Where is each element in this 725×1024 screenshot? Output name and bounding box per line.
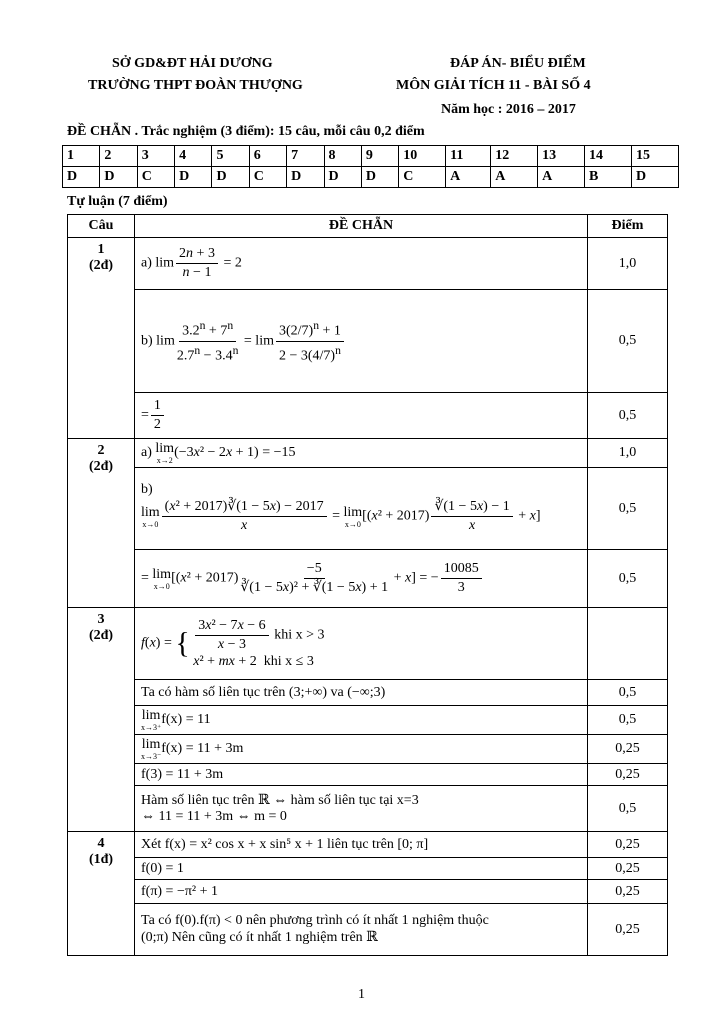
q4-row1: Xét f(x) = x² cos x + x sin⁵ x + 1 liên tục trên [0; π] — [135, 832, 588, 858]
answer-key-title: ĐÁP ÁN- BIỂU ĐIỂM — [450, 56, 586, 71]
q3-function: f(x) = { $\frac{\text{3x² − 7x − 6}}{x - 3}$ khi x > 3 x² + mx + 2 khi x ≤ 3 — [135, 608, 588, 680]
mcq-answer-5: D — [212, 167, 249, 188]
essay-title: Tự luận (7 điểm) — [67, 194, 168, 209]
col-question: Câu — [68, 215, 135, 238]
q1b-points: 0,5 — [588, 290, 668, 393]
q2c-content: = lim x→0 [(x² + 2017) $\frac{-5}{\text{∛(1 − 5x)² + ∛(1 − 5x) + 1}}$ + x] = − $\frac{10085}{3}$ — [135, 550, 588, 608]
q3-p3: 0,25 — [588, 735, 668, 764]
mcq-number-7: 7 — [287, 146, 324, 167]
q1a-content: a) lim $\frac{2n + 3}{n - 1}$ = 2 — [135, 238, 588, 290]
mcq-number-10: 10 — [399, 146, 446, 167]
q4-label: 4 (1đ) — [68, 832, 135, 956]
mcq-number-2: 2 — [100, 146, 137, 167]
col-content: ĐỀ CHẴN — [135, 215, 588, 238]
q4-p4: 0,25 — [588, 904, 668, 956]
mcq-answer-11: A — [446, 167, 491, 188]
page-number: 1 — [358, 987, 365, 1002]
mcq-number-5: 5 — [212, 146, 249, 167]
q4-p2: 0,25 — [588, 858, 668, 880]
mcq-number-3: 3 — [137, 146, 174, 167]
q3-row4: f(3) = 11 + 3m — [135, 764, 588, 786]
mcq-number-8: 8 — [324, 146, 361, 167]
q1c-points: 0,5 — [588, 393, 668, 439]
mcq-number-15: 15 — [631, 146, 678, 167]
q1c-content: = $\frac{1}{2}$ — [135, 393, 588, 439]
school-year: Năm học : 2016 – 2017 — [441, 102, 576, 117]
q3-p4: 0,25 — [588, 764, 668, 786]
q2b-content: b) lim x→0 $\frac{\text{(x² + 2017)∛(1 − 5x) − 2017}}{x}$ = lim x→0 [(x² + 2017) $\frac{∛(1 - 5x) - 1}{x}$ + x] — [135, 468, 588, 550]
q3-label: 3 (2đ) — [68, 608, 135, 832]
mcq-answer-9: D — [361, 167, 398, 188]
col-points: Điểm — [588, 215, 668, 238]
q2a-result: −15 — [273, 445, 296, 461]
mcq-answer-15: D — [631, 167, 678, 188]
q4-row4: Ta có f(0).f(π) < 0 nên phương trình có ít nhất 1 nghiệm thuộc (0;π) Nên cũng có ít nhất 1 nghiệm trên ℝ — [135, 904, 588, 956]
mcq-answer-10: C — [399, 167, 446, 188]
mcq-number-11: 11 — [446, 146, 491, 167]
mcq-answer-6: C — [249, 167, 286, 188]
q1-label: 1 (2đ) — [68, 238, 135, 439]
mcq-answer-table — [62, 145, 679, 188]
mcq-title: ĐỀ CHẴN . Trắc nghiệm (3 điểm): 15 câu, mỗi câu 0,2 điểm — [67, 124, 425, 139]
q2c-points: 0,5 — [588, 550, 668, 608]
school-dept: SỞ GD&ĐT HẢI DƯƠNG — [112, 56, 273, 71]
q3-row2: lim x→3⁺ f(x) = 11 — [135, 706, 588, 735]
q1a-points: 1,0 — [588, 238, 668, 290]
q4-row3: f(π) = −π² + 1 — [135, 880, 588, 904]
mcq-answer-4: D — [175, 167, 212, 188]
mcq-answer-13: A — [538, 167, 585, 188]
q4-p1: 0,25 — [588, 832, 668, 858]
mcq-number-1: 1 — [63, 146, 100, 167]
mcq-number-13: 13 — [538, 146, 585, 167]
mcq-number-14: 14 — [585, 146, 632, 167]
q3-row5: Hàm số liên tục trên ℝ ⇔ hàm số liên tục tại x=3 ⇔ 11 = 11 + 3m ⇔ m = 0 — [135, 786, 588, 832]
q2a-content: a) lim x→2 (−3x² − 2x + 1) = −15 — [135, 439, 588, 468]
essay-table — [67, 214, 668, 956]
mcq-answer-2: D — [100, 167, 137, 188]
mcq-number-12: 12 — [491, 146, 538, 167]
mcq-number-9: 9 — [361, 146, 398, 167]
mcq-answer-14: B — [585, 167, 632, 188]
school-name: TRƯỜNG THPT ĐOÀN THƯỢNG — [88, 78, 303, 93]
q3-row3: lim x→3⁻ f(x) = 11 + 3m — [135, 735, 588, 764]
q3-p2: 0,5 — [588, 706, 668, 735]
q1b-content: b) lim $\frac{3.2^n + 7^n}{2.7^n - 3.4^n}$ = lim $\frac{3(2/7)^n + 1}{2 - 3(4/7)^n}$ — [135, 290, 588, 393]
mcq-answer-7: D — [287, 167, 324, 188]
mcq-answer-12: A — [491, 167, 538, 188]
mcq-answer-3: C — [137, 167, 174, 188]
q2-label: 2 (2đ) — [68, 439, 135, 608]
q4-p3: 0,25 — [588, 880, 668, 904]
q2b-points: 0,5 — [588, 468, 668, 550]
mcq-number-6: 6 — [249, 146, 286, 167]
mcq-number-4: 4 — [175, 146, 212, 167]
subject-title: MÔN GIẢI TÍCH 11 - BÀI SỐ 4 — [396, 78, 591, 93]
q2-final: 10085 — [441, 560, 482, 579]
q3-p5: 0,5 — [588, 786, 668, 832]
q2a-points: 1,0 — [588, 439, 668, 468]
mcq-answer-1: D — [63, 167, 100, 188]
q3-row1: Ta có hàm số liên tục trên (3;+∞) va (−∞;3) — [135, 680, 588, 706]
mcq-answer-8: D — [324, 167, 361, 188]
q3-p1: 0,5 — [588, 680, 668, 706]
q4-row2: f(0) = 1 — [135, 858, 588, 880]
